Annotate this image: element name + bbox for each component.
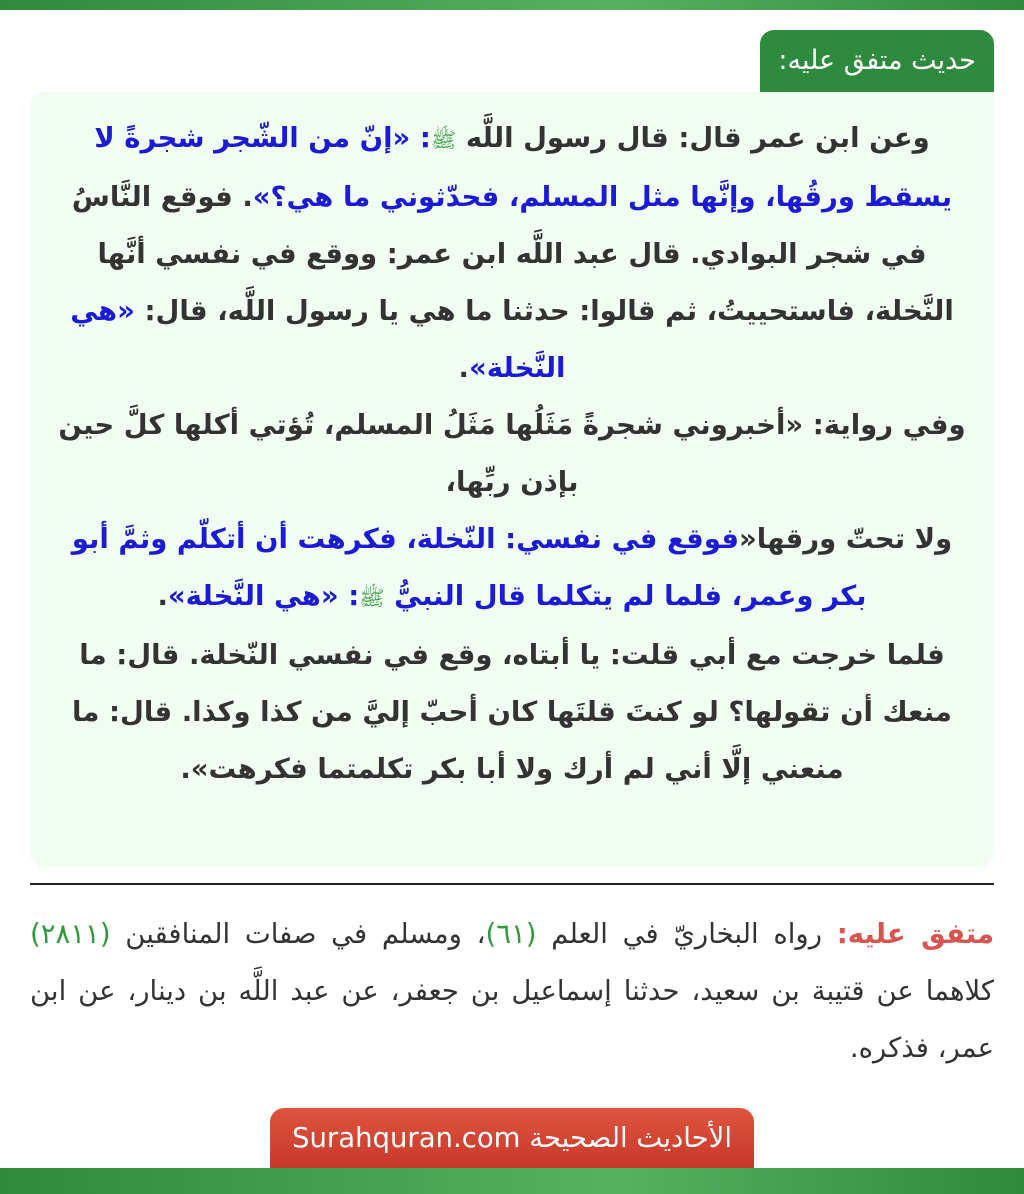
hadith-header-tag: حديث متفق عليه: — [760, 30, 994, 92]
divider — [30, 883, 994, 885]
prophet-answer: «هي النَّخلة» — [70, 295, 566, 384]
source-text-1: رواه البخاريّ في العلم — [536, 918, 837, 950]
muslim-number: (٢٨١١) — [30, 918, 111, 950]
hadith-end-3: . — [157, 580, 168, 612]
bottom-bar — [0, 1168, 1024, 1194]
bukhari-number: (٦١) — [485, 918, 537, 950]
site-badge[interactable]: الأحاديث الصحيحة Surahquran.com — [270, 1108, 754, 1168]
hadith-end: . — [458, 352, 469, 384]
narrator-thought: فوقع في نفسي: النّخلة، فكرهت أن أتكلّم وثمَّ أبو بكر وعمر، فلما لم يتكلما قال النبيُّ — [71, 523, 867, 612]
hadith-paragraph-1 — [54, 110, 970, 397]
prophet-quote: «إنّ من الشّجر شجرةً لا يسقط ورقُها، وإنَّها مثل المسلم، فحدّثوني ما هي؟» — [94, 122, 953, 213]
source-label: متفق عليه: — [836, 918, 994, 950]
salawat-symbol-2: ﷺ — [359, 586, 385, 610]
hadith-colon: : — [410, 122, 431, 154]
hadith-narrative: . فوقع النَّاسُ في شجر البوادي. قال عبد اللَّه ابن عمر: ووقع في نفسي أنَّها النَّخلة، فاستحييتُ، ثم قالوا: حدثنا ما هي يا رسول اللَّه، قال: — [71, 181, 954, 327]
hadith-paragraph-4: فلما خرجت مع أبي قلت: يا أبتاه، وقع في نفسي النّخلة. قال: ما منعك أن تقولها؟ لو كنتَ قلتَها كان أحبّ إليَّ من كذا وكذا. قال: ما منعني إلَّا أني لم أرك ولا أبا بكر تكلمتما فكرهت». — [72, 639, 952, 785]
hadith-paragraph-2: وفي رواية: «أخبروني شجرةً مَثَلُها مَثَلُ المسلم، تُؤتي أكلها كلَّ حين بإذن ربِّها، — [58, 409, 966, 498]
prophet-answer-2: : «هي النَّخلة» — [167, 580, 360, 612]
hadith-intro: وعن ابن عمر قال: قال رسول اللَّه — [456, 122, 930, 154]
top-bar — [0, 0, 1024, 10]
hadith-paragraph-3 — [54, 511, 970, 627]
salawat-symbol: ﷺ — [430, 128, 457, 152]
source-text-3: كلاهما عن قتيبة بن سعيد، حدثنا إسماعيل بن جعفر، عن عبد اللَّه بن دينار، عن ابن عمر، فذكره. — [30, 975, 994, 1064]
hadith-intro-3: ولا تحتّ ورقها« — [739, 523, 953, 555]
source-reference — [30, 906, 994, 1077]
source-text-2: ، ومسلم في صفات المنافقين — [110, 918, 486, 950]
hadith-text-box — [30, 92, 994, 867]
